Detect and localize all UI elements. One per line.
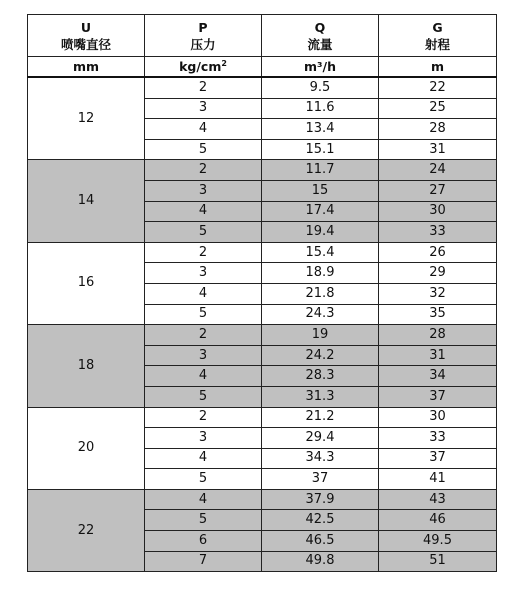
range-cell: 34 [379, 366, 497, 387]
flow-cell: 21.8 [262, 283, 379, 304]
range-cell: 33 [379, 222, 497, 243]
range-cell: 28 [379, 325, 497, 346]
flow-cell: 37 [262, 469, 379, 490]
table-row [28, 489, 497, 510]
diameter-cell: 20 [28, 407, 145, 489]
pressure-cell: 4 [145, 489, 262, 510]
flow-cell: 17.4 [262, 201, 379, 222]
pressure-cell: 7 [145, 551, 262, 572]
range-cell: 37 [379, 386, 497, 407]
flow-cell: 9.5 [262, 77, 379, 98]
pressure-cell: 2 [145, 325, 262, 346]
diameter-cell: 12 [28, 77, 145, 160]
unit-flow: m³/h [262, 57, 379, 78]
header-flow [262, 15, 379, 57]
header-range-label: 射程 [424, 36, 450, 52]
header-diameter [28, 15, 145, 57]
header-pressure-label: 压力 [190, 36, 216, 52]
flow-cell: 19 [262, 325, 379, 346]
table-row [28, 77, 497, 98]
range-cell: 30 [379, 201, 497, 222]
flow-cell: 21.2 [262, 407, 379, 428]
pressure-cell: 5 [145, 304, 262, 325]
header-diameter-label: 喷嘴直径 [60, 36, 111, 52]
pressure-cell: 6 [145, 531, 262, 552]
header-range-key: G [432, 19, 443, 35]
header-row [28, 15, 497, 57]
table-row [28, 407, 497, 428]
flow-cell: 28.3 [262, 366, 379, 387]
diameter-cell: 18 [28, 325, 145, 407]
pressure-cell: 2 [145, 160, 262, 181]
unit-pressure-exponent: 2 [221, 58, 227, 68]
pressure-cell: 4 [145, 119, 262, 140]
header-flow-key: Q [314, 19, 326, 35]
pressure-cell: 4 [145, 201, 262, 222]
flow-cell: 11.7 [262, 160, 379, 181]
diameter-cell: 22 [28, 489, 145, 571]
unit-diameter: mm [28, 57, 145, 78]
range-cell: 41 [379, 469, 497, 490]
flow-cell: 15.1 [262, 139, 379, 160]
range-cell: 46 [379, 510, 497, 531]
range-cell: 27 [379, 180, 497, 201]
pressure-cell: 5 [145, 386, 262, 407]
flow-cell: 49.8 [262, 551, 379, 572]
flow-cell: 24.2 [262, 345, 379, 366]
header-diameter-key: U [80, 19, 92, 35]
flow-cell: 15.4 [262, 242, 379, 263]
pressure-cell: 2 [145, 407, 262, 428]
range-cell: 26 [379, 242, 497, 263]
pressure-cell: 5 [145, 139, 262, 160]
range-cell: 22 [379, 77, 497, 98]
pressure-cell: 4 [145, 448, 262, 469]
range-cell: 49.5 [379, 531, 497, 552]
range-cell: 32 [379, 283, 497, 304]
range-cell: 43 [379, 489, 497, 510]
pressure-cell: 3 [145, 428, 262, 449]
unit-pressure: $kg/cm^2$ [145, 57, 262, 78]
header-range [379, 15, 497, 57]
range-cell: 37 [379, 448, 497, 469]
table-row [28, 325, 497, 346]
flow-cell: 34.3 [262, 448, 379, 469]
range-cell: 30 [379, 407, 497, 428]
header-flow-label: 流量 [307, 36, 333, 52]
pressure-cell: 5 [145, 222, 262, 243]
pressure-cell: 5 [145, 469, 262, 490]
flow-cell: 24.3 [262, 304, 379, 325]
pressure-cell: 4 [145, 283, 262, 304]
flow-cell: 31.3 [262, 386, 379, 407]
diameter-cell: 14 [28, 160, 145, 242]
unit-row [28, 57, 497, 78]
flow-cell: 13.4 [262, 119, 379, 140]
flow-cell: 46.5 [262, 531, 379, 552]
spec-table [27, 14, 497, 572]
range-cell: 25 [379, 98, 497, 119]
pressure-cell: 5 [145, 510, 262, 531]
range-cell: 33 [379, 428, 497, 449]
pressure-cell: 2 [145, 242, 262, 263]
diameter-cell: 16 [28, 242, 145, 324]
flow-cell: 19.4 [262, 222, 379, 243]
range-cell: 31 [379, 345, 497, 366]
table-row [28, 160, 497, 181]
header-pressure-key: P [198, 19, 208, 35]
table-body [28, 77, 497, 572]
pressure-cell: 3 [145, 180, 262, 201]
flow-cell: 42.5 [262, 510, 379, 531]
flow-cell: 37.9 [262, 489, 379, 510]
table-header [28, 15, 497, 78]
flow-cell: 11.6 [262, 98, 379, 119]
unit-range: m [379, 57, 497, 78]
flow-cell: 18.9 [262, 263, 379, 284]
flow-cell: 29.4 [262, 428, 379, 449]
range-cell: 31 [379, 139, 497, 160]
range-cell: 24 [379, 160, 497, 181]
table-row [28, 242, 497, 263]
pressure-cell: 3 [145, 263, 262, 284]
range-cell: 51 [379, 551, 497, 572]
header-pressure [145, 15, 262, 57]
pressure-cell: 2 [145, 77, 262, 98]
range-cell: 28 [379, 119, 497, 140]
pressure-cell: 3 [145, 345, 262, 366]
range-cell: 35 [379, 304, 497, 325]
range-cell: 29 [379, 263, 497, 284]
flow-cell: 15 [262, 180, 379, 201]
pressure-cell: 3 [145, 98, 262, 119]
pressure-cell: 4 [145, 366, 262, 387]
